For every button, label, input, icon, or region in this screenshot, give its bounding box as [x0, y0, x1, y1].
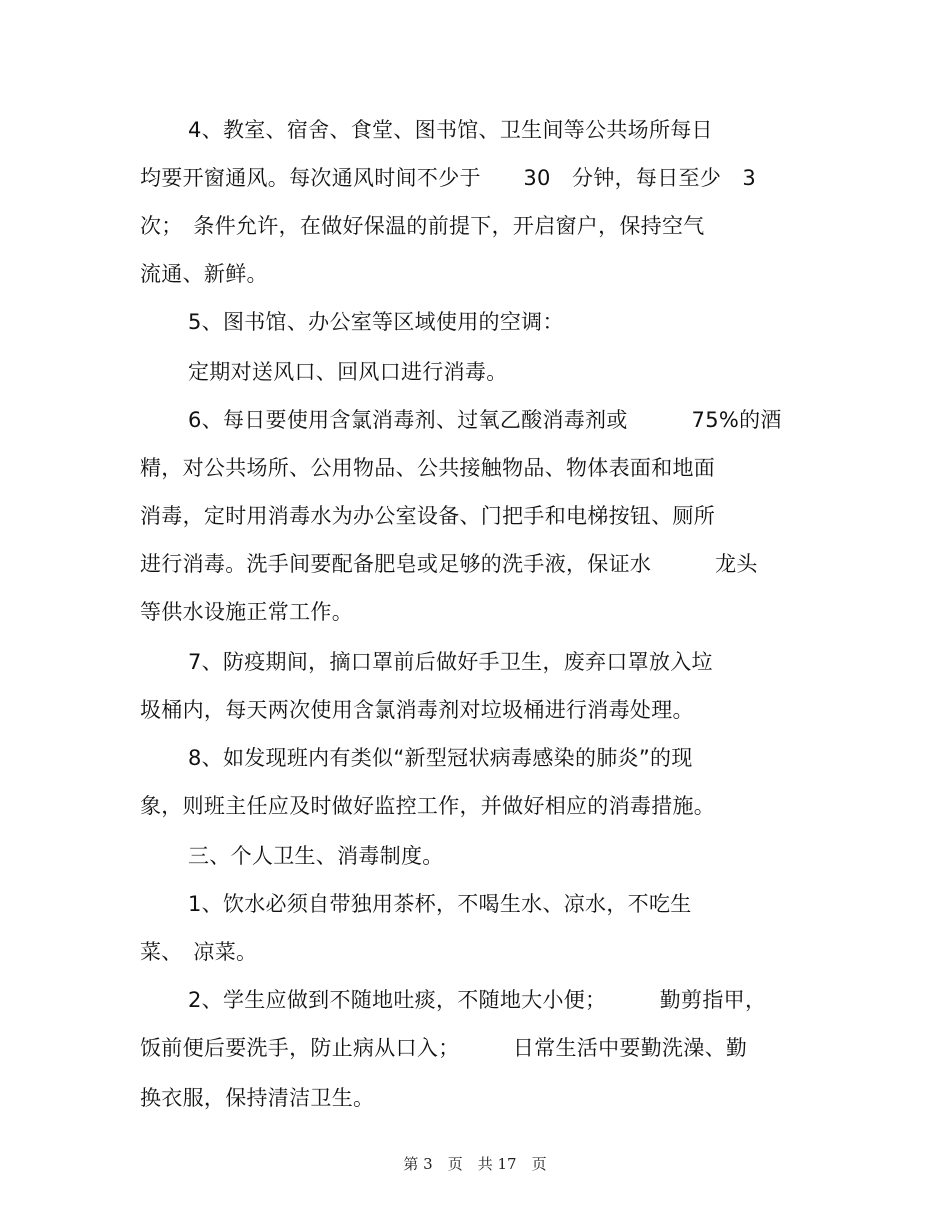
text-line: 菜、 凉菜。 — [140, 940, 258, 964]
text-line: 等供水设施正常工作。 — [140, 600, 353, 624]
text-line: 5、图书馆、办公室等区域使用的空调： — [188, 310, 564, 334]
text-line: 1、饮水必须自带独用茶杯，不喝生水、凉水，不吃生 — [188, 892, 692, 916]
text-line: 次； 条件允许，在做好保温的前提下，开启窗户，保持空气 — [140, 214, 705, 238]
text-line: 饭前便后要洗手，防止病从口入； 日常生活中要勤洗澡、勤 — [140, 1036, 748, 1060]
text-line: 象，则班主任应及时做好监控工作，并做好相应的消毒措施。 — [140, 794, 716, 818]
text-line: 4、教室、宿舍、食堂、图书馆、卫生间等公共场所每日 — [188, 118, 713, 142]
text-line: 7、防疫期间，摘口罩前后做好手卫生，废弃口罩放入垃 — [188, 650, 713, 674]
text-line: 精，对公共场所、公用物品、公共接触物品、物体表面和地面 — [140, 456, 716, 480]
text-line: 进行消毒。洗手间要配备肥皂或足够的洗手液，保证水 龙头 — [140, 552, 758, 576]
section-heading: 三、个人卫生、消毒制度。 — [188, 844, 444, 868]
text-line: 定期对送风口、回风口进行消毒。 — [188, 360, 508, 384]
text-line: 消毒，定时用消毒水为办公室设备、门把手和电梯按钮、厕所 — [140, 504, 716, 528]
text-line: 2、学生应做到不随地吐痰，不随地大小便； 勤剪指甲， — [188, 988, 767, 1012]
text-line: 圾桶内，每天两次使用含氯消毒剂对垃圾桶进行消毒处理。 — [140, 698, 694, 722]
text-line: 换衣服，保持清洁卫生。 — [140, 1086, 375, 1110]
text-line: 流通、新鲜。 — [140, 262, 268, 286]
page-number-footer: 第 3 页 共 17 页 — [403, 1155, 547, 1173]
text-line: 8、如发现班内有类似“新型冠状病毒感染的肺炎”的现 — [188, 746, 693, 770]
text-line: 6、每日要使用含氯消毒剂、过氧乙酸消毒剂或 75%的酒 — [188, 408, 782, 432]
text-line: 均要开窗通风。每次通风时间不少于 30 分钟，每日至少 3 — [140, 166, 757, 190]
